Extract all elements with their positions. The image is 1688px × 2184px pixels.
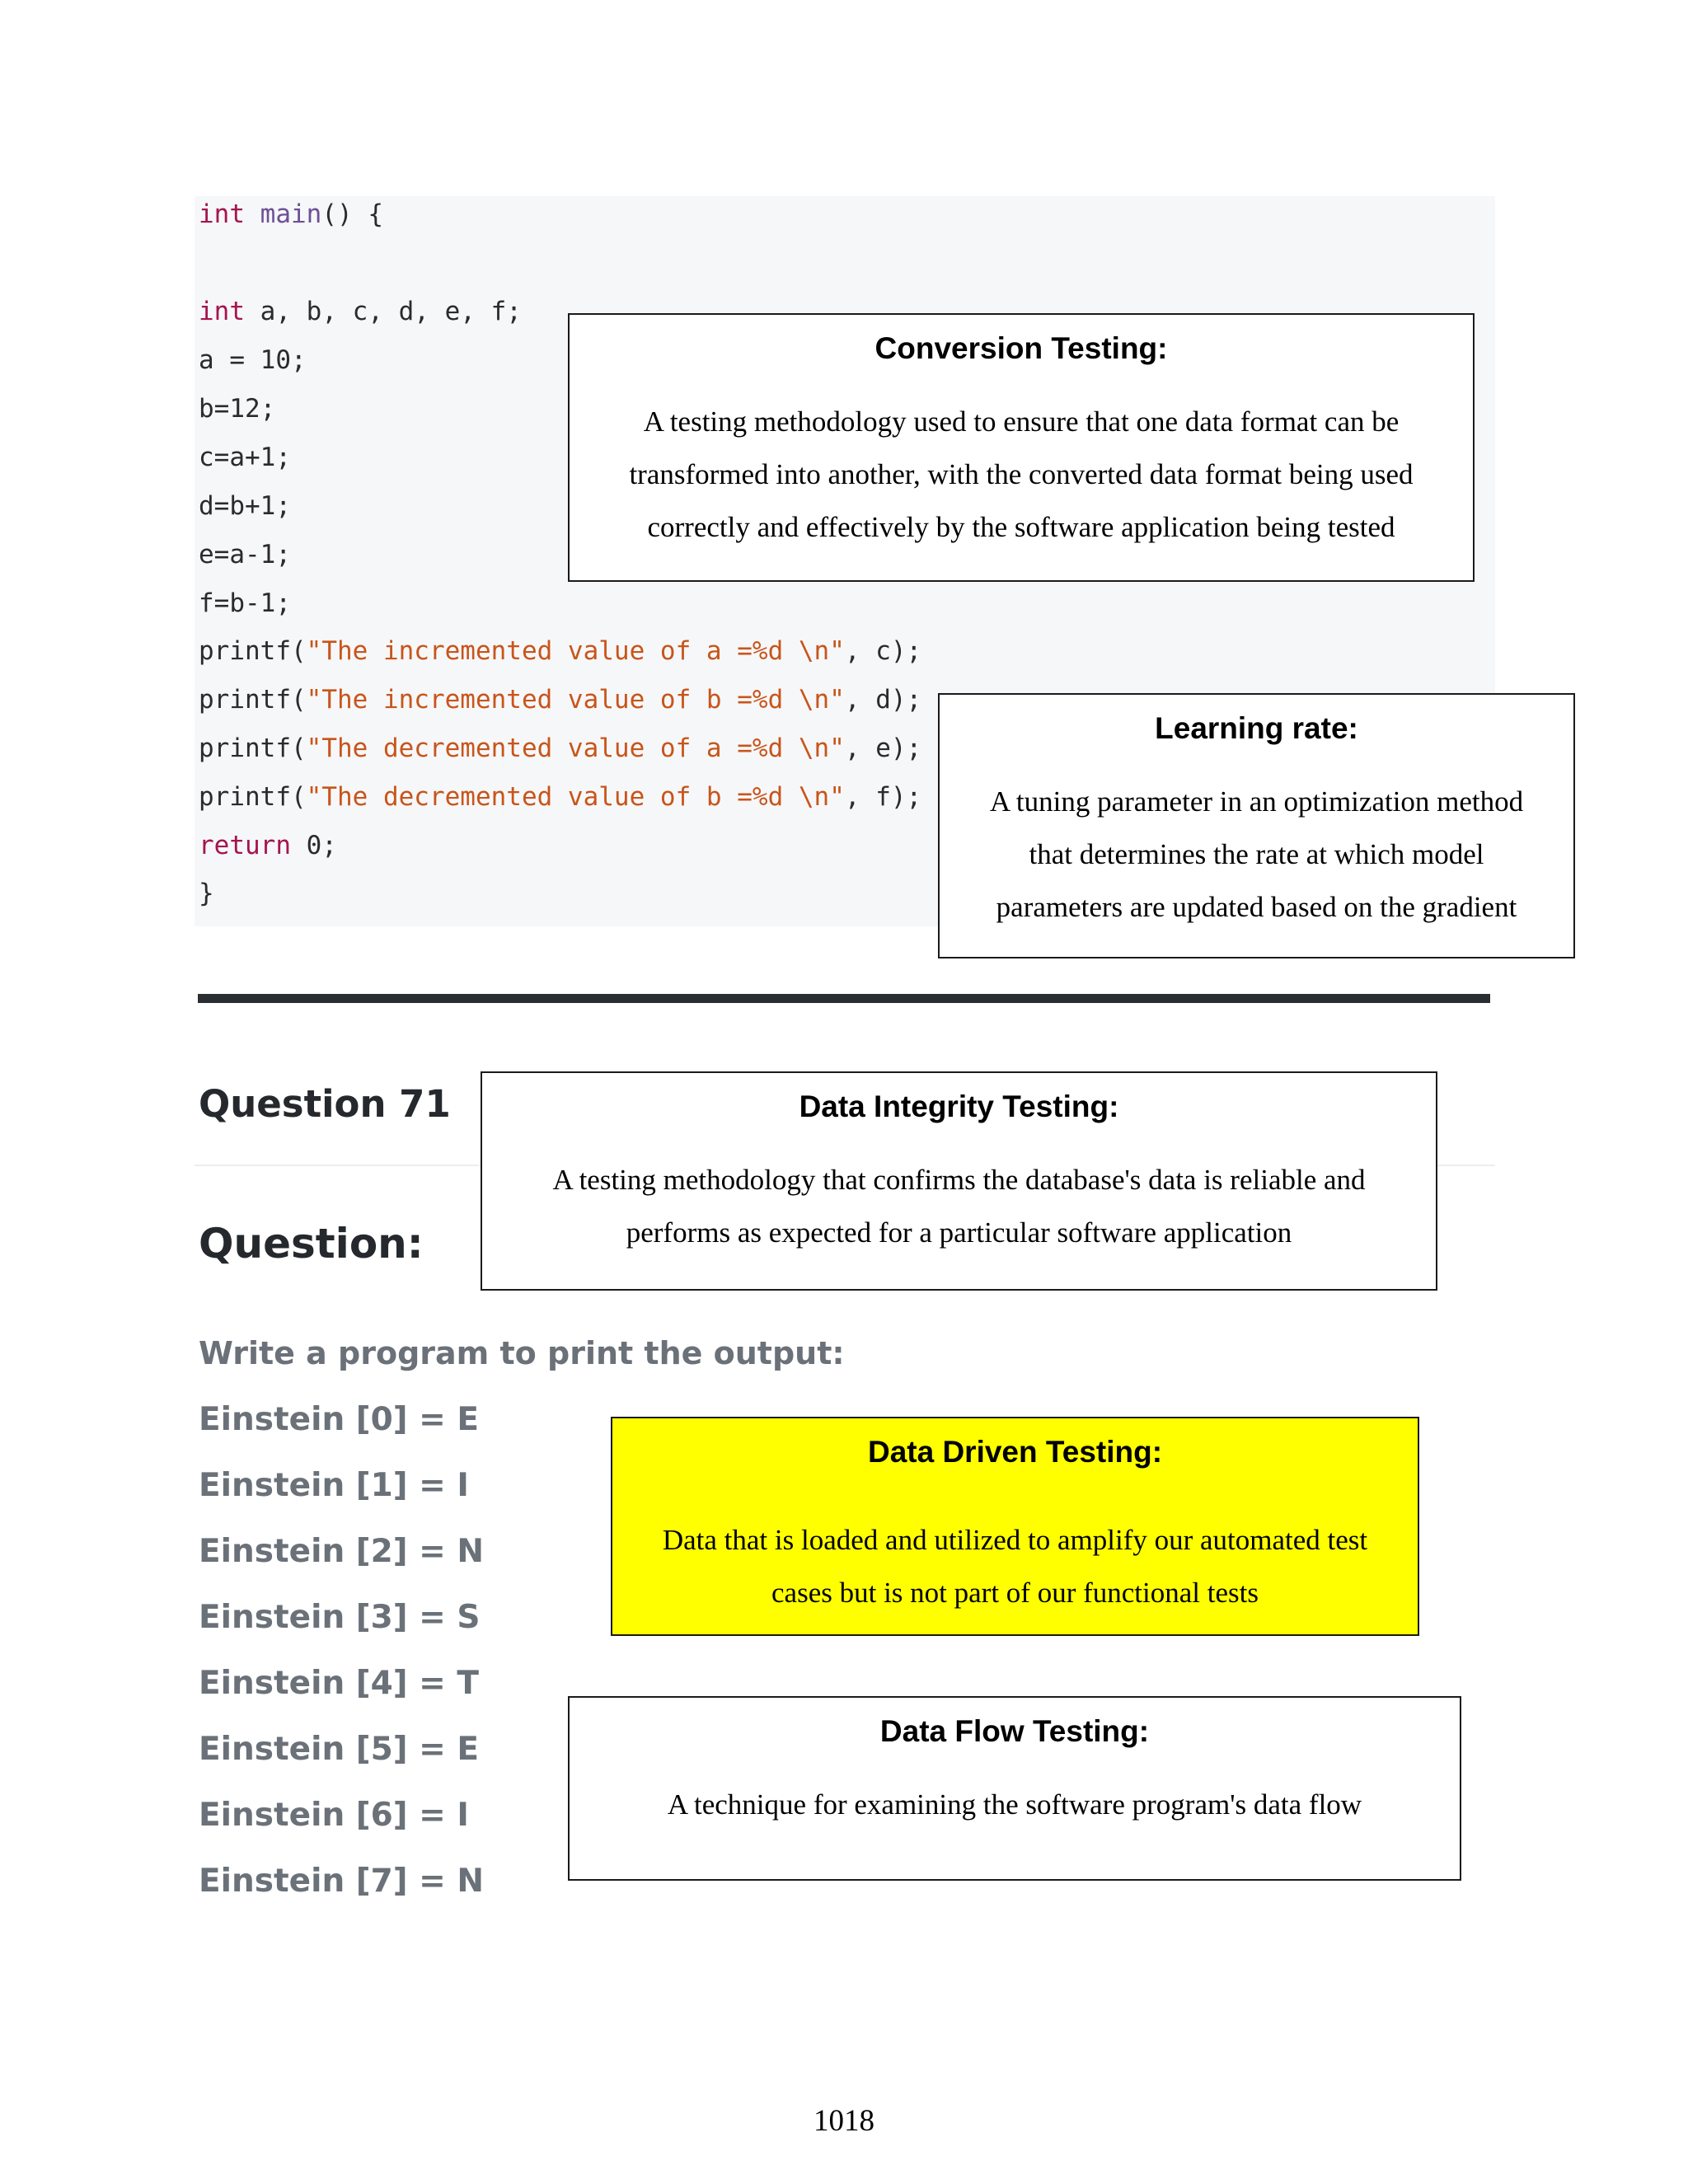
code-line-return (199, 829, 337, 862)
definition-text (499, 1154, 1419, 1259)
code-string: "The incremented value of a =%d \n" (306, 636, 845, 666)
definition-line: A technique for examining the software program's data flow (667, 1788, 1362, 1821)
definition-line: A tuning parameter in an optimization method (989, 785, 1524, 818)
code-line-printf (199, 780, 921, 813)
definition-title: Data Flow Testing: (879, 1714, 1150, 1748)
definition-line: Data that is loaded and utilized to amplify our automated test (662, 1524, 1368, 1556)
code-text: () { (321, 199, 383, 229)
code-text: printf( (199, 685, 307, 715)
code-line-close: } (199, 879, 214, 908)
definition-text (586, 1779, 1443, 1831)
output-line: Einstein [6] = I (199, 1797, 469, 1834)
code-text: printf( (199, 733, 307, 763)
code-line: d=b+1; (199, 491, 291, 521)
definition-box-learning-rate (938, 693, 1575, 958)
code-line-printf (199, 635, 921, 668)
output-line: Einstein [3] = S (199, 1599, 481, 1636)
code-text: printf( (199, 636, 307, 666)
definition-line: transformed into another, with the converted data format being used (629, 458, 1414, 490)
question-number: Question 71 (199, 1082, 451, 1126)
code-line: f=b-1; (199, 588, 291, 618)
output-line: Einstein [5] = E (199, 1731, 480, 1768)
code-text: , f); (844, 782, 922, 812)
code-text: printf( (199, 782, 307, 812)
code-keyword: return (199, 831, 291, 860)
output-line: Einstein [0] = E (199, 1401, 480, 1438)
code-keyword: int (199, 297, 245, 326)
definition-line: parameters are updated based on the gradient (996, 891, 1517, 923)
definition-line: A testing methodology used to ensure that one data format can be (643, 405, 1400, 438)
code-line-declare (199, 295, 522, 328)
code-text: , e); (844, 733, 922, 763)
code-line: c=a+1; (199, 443, 291, 472)
horizontal-rule (198, 994, 1490, 1003)
page-number: 1018 (814, 2104, 874, 2138)
output-line: Einstein [7] = N (199, 1863, 485, 1900)
definition-line: cases but is not part of our functional tests (771, 1577, 1259, 1609)
output-line: Einstein [2] = N (199, 1533, 485, 1570)
output-line: Einstein [1] = I (199, 1467, 469, 1504)
definition-title: Learning rate: (1155, 711, 1358, 745)
definition-line: correctly and effectively by the software application being tested (647, 511, 1395, 543)
code-line: b=12; (199, 394, 276, 424)
definition-line: that determines the rate at which model (1029, 838, 1484, 870)
question-label: Question: (199, 1220, 424, 1268)
code-keyword: int (199, 199, 245, 229)
code-text: 0; (290, 831, 337, 860)
code-string: "The incremented value of b =%d \n" (306, 685, 845, 715)
code-string: "The decremented value of a =%d \n" (306, 733, 845, 763)
definition-text (956, 776, 1557, 934)
question-prompt: Write a program to print the output: (199, 1335, 845, 1371)
code-text: a, b, c, d, e, f; (245, 297, 522, 326)
code-line: a = 10; (199, 345, 307, 375)
code-string: "The decremented value of b =%d \n" (306, 782, 845, 812)
definition-title: Data Integrity Testing: (799, 1090, 1119, 1123)
code-line-main (199, 198, 383, 231)
definition-title: Data Driven Testing: (867, 1435, 1163, 1469)
definition-text (629, 1514, 1401, 1619)
definition-box-conversion-testing (568, 313, 1475, 582)
definition-box-data-integrity-testing (481, 1071, 1437, 1291)
code-line-printf (199, 683, 921, 716)
definition-box-data-flow-testing (568, 1696, 1461, 1881)
definition-box-data-driven-testing (611, 1417, 1419, 1636)
code-text: , c); (844, 636, 922, 666)
code-function-name: main (260, 199, 322, 229)
output-line: Einstein [4] = T (199, 1665, 480, 1702)
code-line-printf (199, 732, 921, 765)
code-text: , d); (844, 685, 922, 715)
definition-title: Conversion Testing: (874, 331, 1168, 365)
definition-text (586, 396, 1456, 554)
definition-line: performs as expected for a particular software application (626, 1216, 1292, 1249)
code-line: e=a-1; (199, 540, 291, 569)
definition-line: A testing methodology that confirms the database's data is reliable and (552, 1164, 1366, 1196)
